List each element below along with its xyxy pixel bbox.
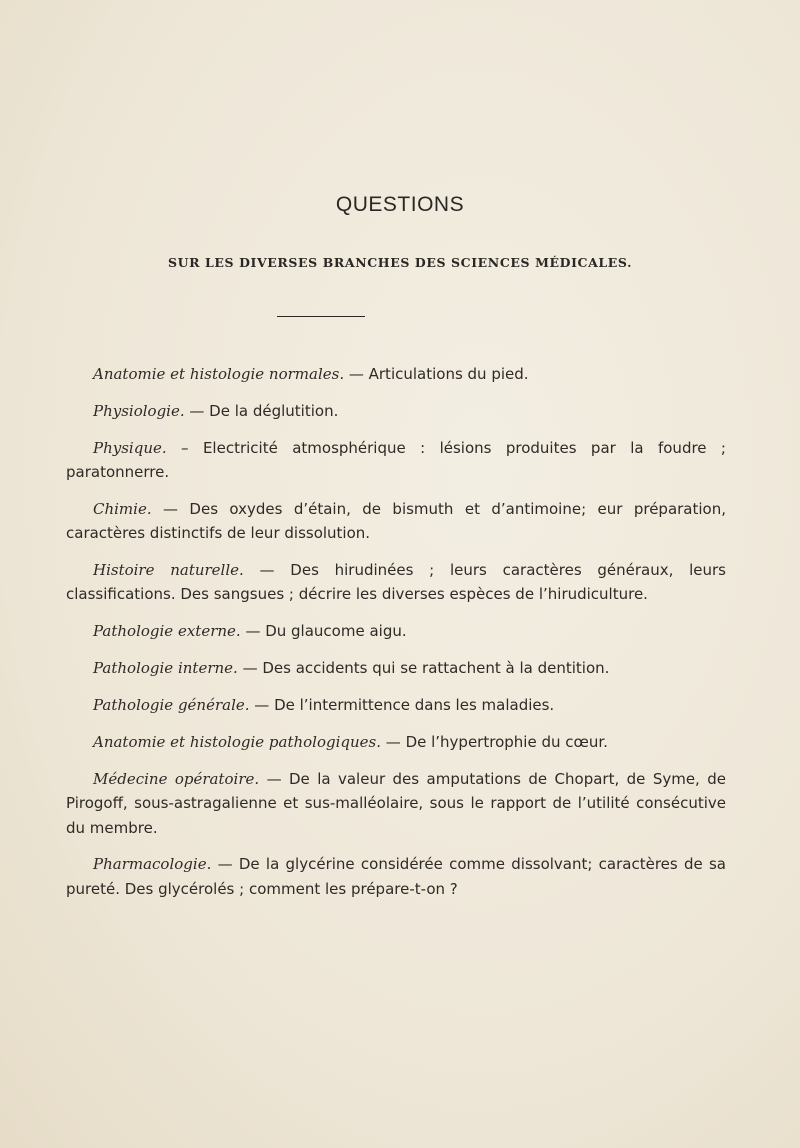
section-text: — Des oxydes d’étain, de bismuth et d’antimoine; eur préparation, caractères distinctifs de leur dissolution. [66, 499, 726, 543]
section-heading: Pathologie interne. [93, 659, 238, 678]
separator-rule [277, 316, 365, 317]
section-heading: Pathologie générale. [93, 696, 250, 715]
question-paragraph [66, 656, 726, 680]
question-paragraph [66, 767, 726, 840]
section-heading: Anatomie et histologie pathologiques. [93, 733, 382, 752]
page-subtitle: SUR LES DIVERSES BRANCHES DES SCIENCES MÉDICALES. [167, 255, 633, 270]
question-paragraph [66, 852, 726, 901]
question-paragraph [66, 399, 726, 423]
question-paragraph [66, 693, 726, 717]
question-paragraph [66, 362, 726, 386]
question-paragraph [66, 619, 726, 643]
questions-list [66, 362, 726, 914]
section-text: — De la valeur des amputations de Chopart, de Syme, de Pirogoff, sous-astragalienne et sus-malléolaire, sous le rapport de l’utilité consécutive du membre. [66, 769, 726, 837]
section-text: — Articulations du pied. [344, 365, 529, 383]
question-paragraph [66, 436, 726, 485]
section-text: — De l’hypertrophie du cœur. [381, 733, 608, 752]
section-heading: Pathologie externe. [93, 622, 241, 641]
section-text: — De l’intermittence dans les maladies. [249, 696, 555, 715]
section-heading: Physiologie. [93, 401, 185, 420]
section-heading: Anatomie et histologie normales. [93, 365, 345, 383]
section-text: — De la glycérine considérée comme dissolvant; caractères de sa pureté. Des glycérolés ; comment les prépare-t-on ? [66, 855, 726, 898]
section-heading: Histoire naturelle. [93, 561, 244, 580]
section-text: — Des hirudinées ; leurs caractères généraux, leurs classifications. Des sangsues ; décrire les diverses espèces de l’hirudiculture. [66, 561, 726, 604]
section-heading: Physique. [93, 438, 167, 457]
section-text: — Des accidents qui se rattachent à la dentition. [237, 659, 610, 678]
section-text: — Du glaucome aigu. [240, 622, 407, 641]
section-heading: Chimie. [93, 499, 152, 518]
page-title: QUESTIONS [335, 193, 465, 216]
question-paragraph [66, 730, 726, 754]
section-text: – Electricité atmosphérique : lésions produites par la foudre ; paratonnerre. [66, 438, 726, 482]
question-paragraph [66, 558, 726, 607]
section-heading: Médecine opératoire. [93, 769, 260, 788]
section-heading: Pharmacologie. [93, 855, 212, 874]
question-paragraph [66, 497, 726, 546]
section-text: — De la déglutition. [184, 401, 339, 420]
